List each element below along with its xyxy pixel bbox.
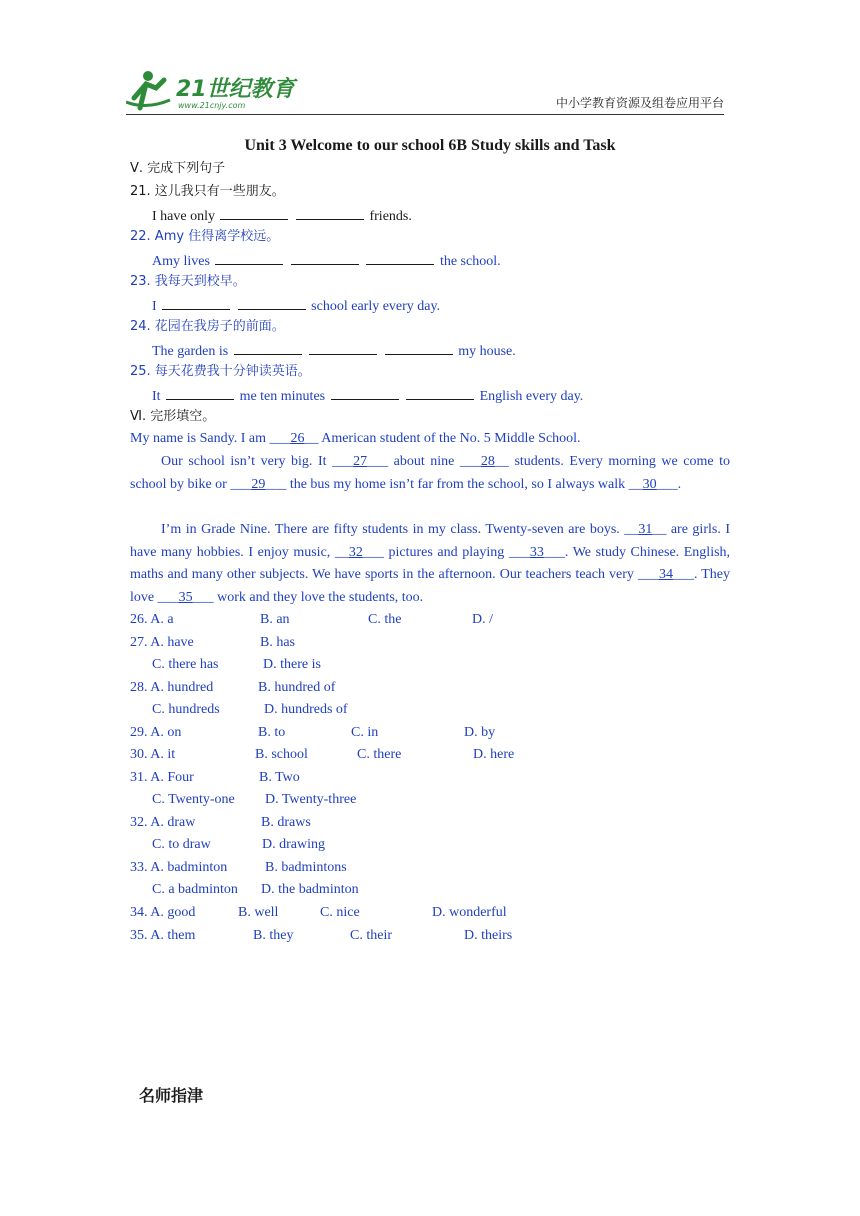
cloze-paragraph-2: Our school isn’t very big. It ___27___ about nine ___28__ students. Every morning we come to school by bike or ___29___ the bus my home isn’t far from the school, so I always walk __30___.	[130, 454, 730, 492]
option[interactable]: D. hundreds of	[264, 702, 348, 717]
page-header	[126, 66, 724, 115]
option[interactable]: B. they	[253, 928, 294, 943]
21cnjy-logo	[126, 68, 301, 112]
q25-english: It me ten minutes English every day.	[152, 386, 583, 406]
blank-32[interactable]: 32	[348, 544, 363, 560]
blank-33[interactable]: 33	[529, 544, 544, 560]
q25-blank-1[interactable]	[166, 386, 234, 400]
option[interactable]: 28. A. hundred	[130, 680, 214, 695]
option[interactable]: D. drawing	[262, 837, 325, 852]
q25-blank-2[interactable]	[331, 386, 399, 400]
option[interactable]: B. to	[258, 725, 286, 740]
q24-english: The garden is my house.	[152, 341, 516, 361]
q23-blank-1[interactable]	[162, 296, 230, 310]
option[interactable]: 29. A. on	[130, 725, 182, 740]
option[interactable]: D. there is	[263, 657, 321, 672]
q22-blank-3[interactable]	[366, 251, 434, 265]
q23-blank-2[interactable]	[238, 296, 306, 310]
blank-34[interactable]: 34	[658, 567, 673, 582]
teacher-tips-heading: 名师指津	[139, 1086, 204, 1105]
q21-blank-2[interactable]	[296, 206, 364, 220]
option[interactable]: D. wonderful	[432, 905, 507, 920]
q21-chinese: 21. 这儿我只有一些朋友。	[130, 184, 285, 199]
option[interactable]: 30. A. it	[130, 747, 176, 762]
page-title: Unit 3 Welcome to our school 6B Study skills and Task	[244, 137, 616, 154]
option[interactable]: D. theirs	[464, 928, 513, 943]
blank-27[interactable]: 27	[353, 454, 368, 469]
blank-31[interactable]: 31	[638, 522, 653, 537]
blank-30[interactable]: 30	[642, 476, 657, 492]
option[interactable]: 33. A. badminton	[130, 860, 228, 875]
platform-name: 中小学教育资源及组卷应用平台	[555, 96, 724, 110]
option[interactable]: D. Twenty-three	[265, 792, 357, 807]
q22-blank-2[interactable]	[291, 251, 359, 265]
option[interactable]: B. school	[255, 747, 308, 762]
option[interactable]: 35. A. them	[130, 928, 196, 943]
q25-chinese: 25. 每天花费我十分钟读英语。	[130, 364, 311, 379]
blank-28[interactable]: 28	[480, 454, 495, 469]
option[interactable]: B. draws	[261, 815, 311, 830]
q23-english: I school early every day.	[152, 296, 440, 316]
option[interactable]: 32. A. draw	[130, 815, 196, 830]
q21-blank-1[interactable]	[220, 206, 288, 220]
option[interactable]: C. there	[357, 747, 402, 762]
option[interactable]: 31. A. Four	[130, 770, 194, 785]
option[interactable]: 27. A. have	[130, 635, 194, 650]
option[interactable]: B. an	[260, 612, 290, 627]
option[interactable]: C. a badminton	[152, 882, 238, 897]
q22-english: Amy lives the school.	[152, 251, 501, 271]
svg-text:www.21cnjy.com: www.21cnjy.com	[178, 101, 246, 110]
q23-chinese: 23. 我每天到校早。	[130, 274, 246, 289]
cloze-paragraph-1: My name is Sandy. I am ___26__ American student of the No. 5 Middle School.	[130, 431, 581, 446]
option[interactable]: B. has	[260, 635, 295, 650]
option[interactable]: B. hundred of	[258, 680, 336, 695]
blank-26[interactable]: 26	[290, 431, 305, 446]
cloze-paragraph-3: I’m in Grade Nine. There are fifty students in my class. Twenty-seven are boys. __31__ are girls. I have many hobbies. I enjoy music, __32___ pictures and playing ___33___. We study Chinese. English, maths and many other subjects. We have sports in the afternoon. Our teachers teach very ___34___. They love ___35___ work and they love the students, too.	[130, 522, 731, 605]
option[interactable]: C. their	[350, 928, 392, 943]
option[interactable]: C. there has	[152, 657, 219, 672]
option[interactable]: D. by	[464, 725, 496, 740]
q22-chinese: 22. Amy 住得离学校远。	[130, 229, 280, 244]
svg-text:21世纪教育: 21世纪教育	[176, 77, 295, 102]
option[interactable]: 26. A. a	[130, 612, 174, 627]
blank-29[interactable]: 29	[251, 476, 266, 492]
section5-heading: Ⅴ. 完成下列句子	[130, 161, 226, 176]
option[interactable]: C. to draw	[152, 837, 211, 852]
option[interactable]: C. in	[351, 725, 379, 740]
q24-chinese: 24. 花园在我房子的前面。	[130, 319, 285, 334]
q22-blank-1[interactable]	[215, 251, 283, 265]
q25-blank-3[interactable]	[406, 386, 474, 400]
q24-blank-2[interactable]	[309, 341, 377, 355]
option[interactable]: D. the badminton	[261, 882, 359, 897]
option[interactable]: 34. A. good	[130, 905, 196, 920]
option[interactable]: B. Two	[259, 770, 300, 785]
q24-blank-1[interactable]	[234, 341, 302, 355]
option[interactable]: C. Twenty-one	[152, 792, 235, 807]
option[interactable]: B. well	[238, 905, 279, 920]
q21-english: I have only friends.	[152, 206, 412, 226]
option[interactable]: C. the	[368, 612, 402, 627]
option[interactable]: C. hundreds	[152, 702, 220, 717]
section6-heading: Ⅵ. 完形填空。	[130, 409, 216, 424]
option[interactable]: B. badmintons	[265, 860, 347, 875]
option[interactable]: D. here	[473, 747, 515, 762]
option[interactable]: D. /	[472, 612, 493, 627]
q24-blank-3[interactable]	[385, 341, 453, 355]
option[interactable]: C. nice	[320, 905, 360, 920]
blank-35[interactable]: 35	[178, 589, 193, 605]
